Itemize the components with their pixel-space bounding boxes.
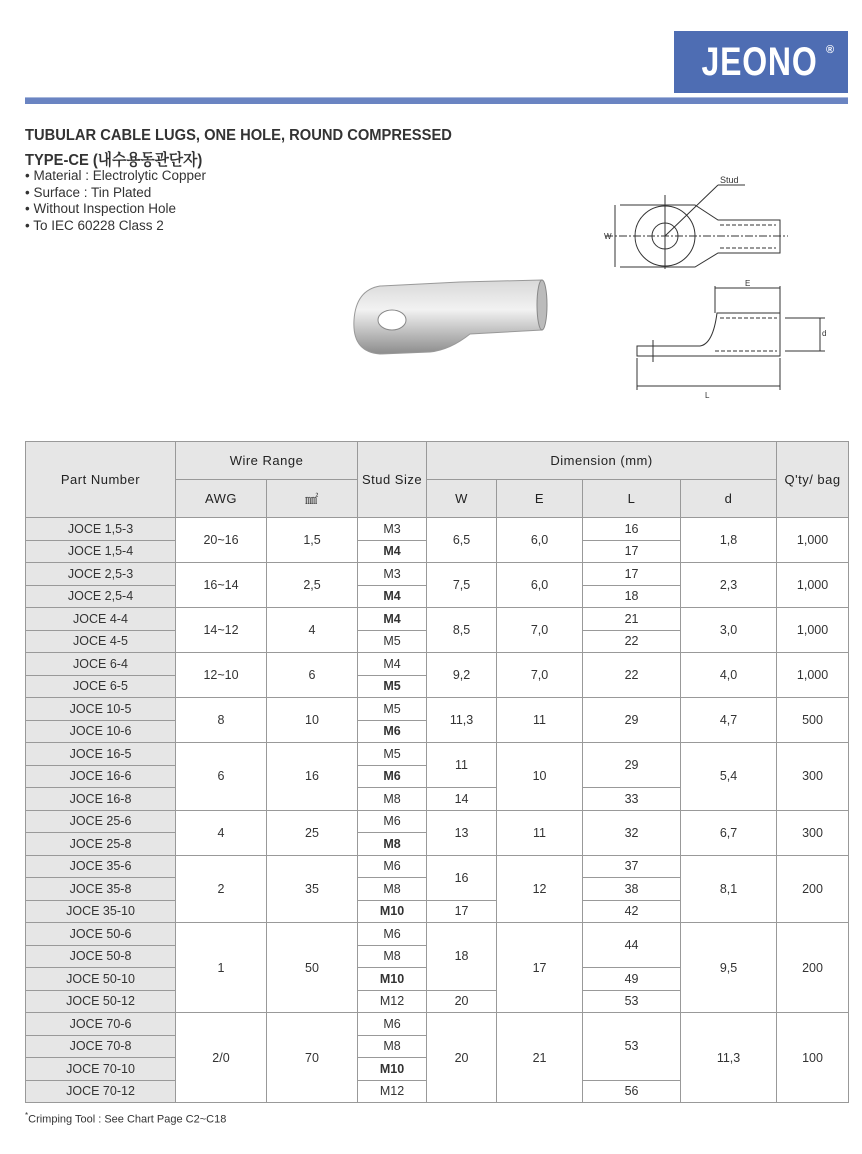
qty-cell: 200 (777, 855, 849, 923)
mm2-cell: 50 (267, 923, 358, 1013)
awg-cell: 20~16 (176, 518, 267, 563)
page-subtitle: TYPE-CE (내수용동관단자) (25, 152, 203, 169)
l-cell: 37 (583, 855, 681, 878)
part-number-cell: JOCE 6-5 (26, 675, 176, 698)
mm2-cell: 2,5 (267, 563, 358, 608)
d-cell: 4,0 (681, 653, 777, 698)
stud-size-cell: M6 (358, 810, 427, 833)
page-title: TUBULAR CABLE LUGS, ONE HOLE, ROUND COMPRESSED (25, 127, 452, 144)
l-cell: 17 (583, 540, 681, 563)
header-qty: Q'ty/ bag (777, 442, 849, 518)
part-number-cell: JOCE 50-8 (26, 945, 176, 968)
l-cell: 38 (583, 878, 681, 901)
stud-size-cell: M8 (358, 945, 427, 968)
w-cell: 16 (427, 855, 497, 900)
e-label: E (745, 279, 751, 288)
brand-name: JEONO (701, 39, 818, 84)
part-number-cell: JOCE 16-5 (26, 743, 176, 766)
footnote-text: Crimping Tool : See Chart Page C2~C18 (28, 1113, 227, 1126)
header-l: L (583, 480, 681, 518)
header-e: E (497, 480, 583, 518)
w-cell: 20 (427, 1013, 497, 1103)
d-cell: 2,3 (681, 563, 777, 608)
l-cell: 17 (583, 563, 681, 586)
stud-size-cell: M6 (358, 720, 427, 743)
awg-cell: 2/0 (176, 1013, 267, 1103)
stud-size-cell: M6 (358, 923, 427, 946)
part-number-cell: JOCE 10-6 (26, 720, 176, 743)
stud-size-cell: M10 (358, 968, 427, 991)
stud-size-cell: M6 (358, 855, 427, 878)
w-cell: 7,5 (427, 563, 497, 608)
qty-cell: 500 (777, 698, 849, 743)
part-number-cell: JOCE 1,5-3 (26, 518, 176, 541)
spec-item: • To IEC 60228 Class 2 (25, 218, 206, 235)
e-cell: 21 (497, 1013, 583, 1103)
spec-list (25, 168, 206, 234)
d-cell: 8,1 (681, 855, 777, 923)
stud-size-cell: M3 (358, 518, 427, 541)
header-d: d (681, 480, 777, 518)
l-label: L (705, 391, 710, 400)
d-cell: 4,7 (681, 698, 777, 743)
d-cell: 11,3 (681, 1013, 777, 1103)
qty-cell: 1,000 (777, 518, 849, 563)
part-number-cell: JOCE 25-6 (26, 810, 176, 833)
stud-size-cell: M8 (358, 788, 427, 811)
awg-cell: 12~10 (176, 653, 267, 698)
header-stud-size: Stud Size (358, 442, 427, 518)
stud-size-cell: M12 (358, 990, 427, 1013)
e-cell: 10 (497, 743, 583, 811)
table-body (26, 518, 849, 1103)
w-label: W (604, 232, 612, 241)
d-cell: 3,0 (681, 608, 777, 653)
part-number-cell: JOCE 70-10 (26, 1058, 176, 1081)
e-cell: 7,0 (497, 608, 583, 653)
l-cell: 33 (583, 788, 681, 811)
awg-cell: 4 (176, 810, 267, 855)
mm2-cell: 35 (267, 855, 358, 923)
stud-size-cell: M5 (358, 675, 427, 698)
part-number-cell: JOCE 70-12 (26, 1080, 176, 1103)
part-number-cell: JOCE 70-8 (26, 1035, 176, 1058)
spec-item: • Surface : Tin Plated (25, 185, 206, 202)
qty-cell: 1,000 (777, 563, 849, 608)
e-cell: 6,0 (497, 563, 583, 608)
e-cell: 11 (497, 698, 583, 743)
d-cell: 5,4 (681, 743, 777, 811)
mm2-cell: 16 (267, 743, 358, 811)
l-cell: 22 (583, 653, 681, 698)
part-number-cell: JOCE 4-4 (26, 608, 176, 631)
l-cell: 56 (583, 1080, 681, 1103)
awg-cell: 6 (176, 743, 267, 811)
stud-size-cell: M12 (358, 1080, 427, 1103)
part-number-cell: JOCE 50-6 (26, 923, 176, 946)
part-number-cell: JOCE 35-8 (26, 878, 176, 901)
e-cell: 6,0 (497, 518, 583, 563)
part-number-cell: JOCE 35-6 (26, 855, 176, 878)
awg-cell: 1 (176, 923, 267, 1013)
w-cell: 20 (427, 990, 497, 1013)
qty-cell: 300 (777, 743, 849, 811)
awg-cell: 16~14 (176, 563, 267, 608)
qty-cell: 300 (777, 810, 849, 855)
top-view-drawing (600, 175, 790, 270)
w-cell: 13 (427, 810, 497, 855)
header-divider (25, 97, 848, 104)
stud-size-cell: M8 (358, 833, 427, 856)
w-cell: 6,5 (427, 518, 497, 563)
w-cell: 11 (427, 743, 497, 788)
w-cell: 18 (427, 923, 497, 991)
stud-size-cell: M4 (358, 608, 427, 631)
l-cell: 42 (583, 900, 681, 923)
part-number-cell: JOCE 4-5 (26, 630, 176, 653)
w-cell: 9,2 (427, 653, 497, 698)
part-number-cell: JOCE 2,5-4 (26, 585, 176, 608)
spec-item: • Without Inspection Hole (25, 201, 206, 218)
part-number-cell: JOCE 2,5-3 (26, 563, 176, 586)
w-cell: 11,3 (427, 698, 497, 743)
mm2-cell: 10 (267, 698, 358, 743)
table-row (26, 810, 849, 833)
d-cell: 6,7 (681, 810, 777, 855)
header-awg: AWG (176, 480, 267, 518)
mm2-cell: 4 (267, 608, 358, 653)
header-part-number: Part Number (26, 442, 176, 518)
registered-mark: ® (825, 44, 836, 56)
l-cell: 32 (583, 810, 681, 855)
part-number-cell: JOCE 16-6 (26, 765, 176, 788)
e-cell: 11 (497, 810, 583, 855)
e-cell: 7,0 (497, 653, 583, 698)
part-number-cell: JOCE 1,5-4 (26, 540, 176, 563)
awg-cell: 2 (176, 855, 267, 923)
part-number-cell: JOCE 35-10 (26, 900, 176, 923)
stud-size-cell: M5 (358, 698, 427, 721)
l-cell: 44 (583, 923, 681, 968)
w-cell: 17 (427, 900, 497, 923)
spec-item: • Material : Electrolytic Copper (25, 168, 206, 185)
l-cell: 22 (583, 630, 681, 653)
l-cell: 29 (583, 743, 681, 788)
e-cell: 17 (497, 923, 583, 1013)
stud-size-cell: M10 (358, 900, 427, 923)
l-cell: 18 (583, 585, 681, 608)
table-row (26, 518, 849, 541)
header-w: W (427, 480, 497, 518)
qty-cell: 100 (777, 1013, 849, 1103)
d-cell: 9,5 (681, 923, 777, 1013)
l-cell: 49 (583, 968, 681, 991)
part-number-cell: JOCE 70-6 (26, 1013, 176, 1036)
part-number-cell: JOCE 10-5 (26, 698, 176, 721)
stud-size-cell: M6 (358, 1013, 427, 1036)
mm2-cell: 1,5 (267, 518, 358, 563)
specification-table (25, 441, 849, 1103)
qty-cell: 200 (777, 923, 849, 1013)
part-number-cell: JOCE 16-8 (26, 788, 176, 811)
stud-label: Stud (720, 175, 739, 185)
l-cell: 53 (583, 990, 681, 1013)
part-number-cell: JOCE 6-4 (26, 653, 176, 676)
d-cell: 1,8 (681, 518, 777, 563)
header-wire-range: Wire Range (176, 442, 358, 480)
w-cell: 14 (427, 788, 497, 811)
qty-cell: 1,000 (777, 608, 849, 653)
stud-size-cell: M4 (358, 540, 427, 563)
footnote (25, 1111, 226, 1126)
stud-size-cell: M4 (358, 585, 427, 608)
mm2-cell: 25 (267, 810, 358, 855)
w-cell: 8,5 (427, 608, 497, 653)
table-row (26, 698, 849, 721)
header-dimension: Dimension (mm) (427, 442, 777, 480)
qty-cell: 1,000 (777, 653, 849, 698)
table-row (26, 1013, 849, 1036)
header-mm2: ㎟ (267, 480, 358, 518)
awg-cell: 8 (176, 698, 267, 743)
stud-size-cell: M8 (358, 1035, 427, 1058)
d-label: d (822, 329, 827, 338)
stud-size-cell: M5 (358, 630, 427, 653)
part-number-cell: JOCE 25-8 (26, 833, 176, 856)
l-cell: 21 (583, 608, 681, 631)
awg-cell: 14~12 (176, 608, 267, 653)
table-row (26, 855, 849, 878)
l-cell: 53 (583, 1013, 681, 1081)
stud-size-cell: M10 (358, 1058, 427, 1081)
mm2-cell: 70 (267, 1013, 358, 1103)
part-number-cell: JOCE 50-12 (26, 990, 176, 1013)
table-row (26, 743, 849, 766)
footnote-mark: * (25, 1111, 29, 1120)
brand-logo (674, 31, 848, 93)
part-number-cell: JOCE 50-10 (26, 968, 176, 991)
table-row (26, 563, 849, 586)
l-cell: 29 (583, 698, 681, 743)
stud-size-cell: M5 (358, 743, 427, 766)
table-row (26, 653, 849, 676)
stud-size-cell: M4 (358, 653, 427, 676)
stud-size-cell: M3 (358, 563, 427, 586)
table-row (26, 923, 849, 946)
side-view-drawing (625, 278, 830, 403)
e-cell: 12 (497, 855, 583, 923)
product-photo (350, 270, 550, 360)
stud-size-cell: M6 (358, 765, 427, 788)
mm2-cell: 6 (267, 653, 358, 698)
l-cell: 16 (583, 518, 681, 541)
stud-size-cell: M8 (358, 878, 427, 901)
table-row (26, 608, 849, 631)
